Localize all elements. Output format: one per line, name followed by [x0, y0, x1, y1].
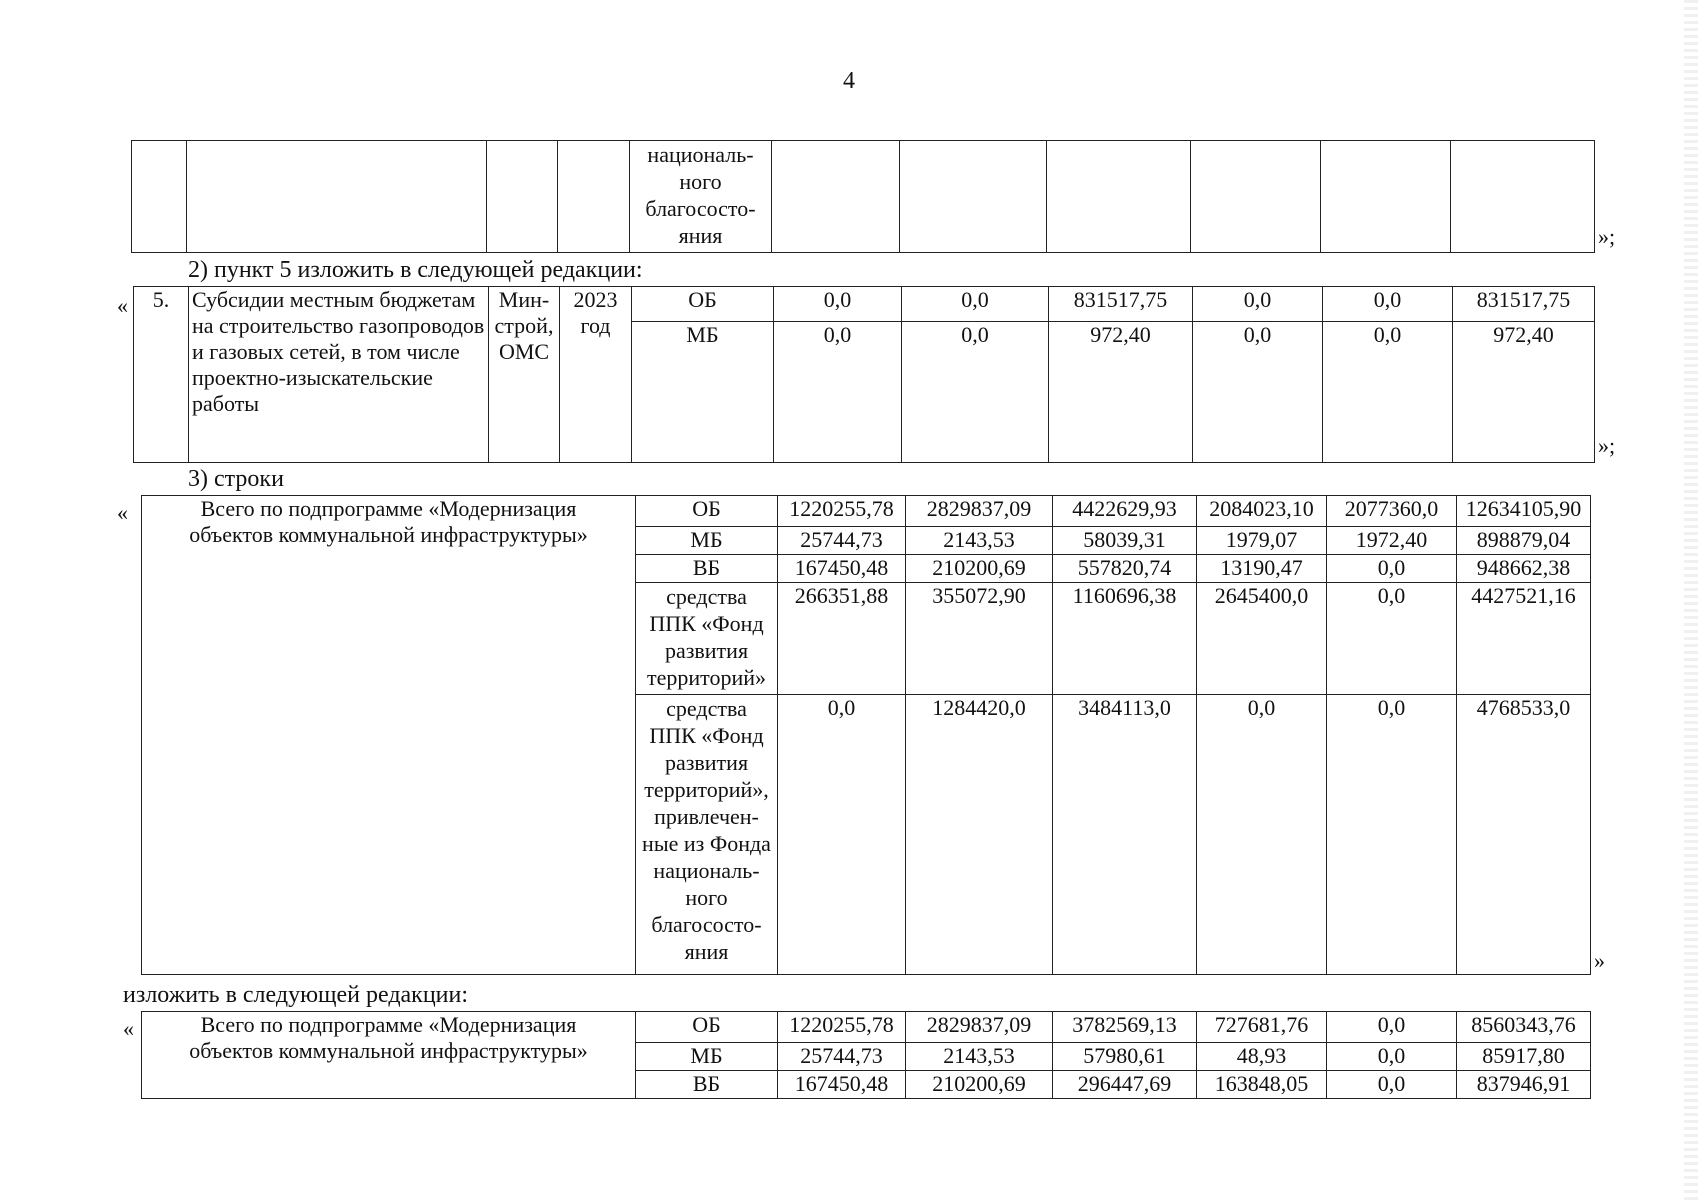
empty-cell	[187, 141, 487, 253]
value-cell: 167450,48	[778, 1071, 906, 1099]
section-heading-3: 3) строки	[188, 466, 284, 492]
item-executor: Мин- строй, ОМС	[489, 287, 560, 463]
value-cell: 25744,73	[778, 1043, 906, 1071]
value-cell: 1284420,0	[906, 695, 1053, 975]
value-cell: 972,40	[1453, 322, 1595, 463]
value-cell: 167450,48	[778, 555, 906, 583]
value-cell: 831517,75	[1049, 287, 1193, 322]
table-fragment	[131, 140, 1595, 253]
funding-source: МБ	[632, 322, 774, 463]
funding-source: ОБ	[632, 287, 774, 322]
empty-cell	[1321, 141, 1451, 253]
page-number: 4	[843, 68, 855, 94]
value-cell: 2829837,09	[906, 1012, 1053, 1043]
value-cell: 837946,91	[1457, 1071, 1591, 1099]
value-cell: 2143,53	[906, 1043, 1053, 1071]
empty-cell	[772, 141, 900, 253]
value-cell: 1979,07	[1197, 527, 1327, 555]
value-cell: 355072,90	[906, 583, 1053, 695]
value-cell: 0,0	[1193, 322, 1323, 463]
value-cell: 8560343,76	[1457, 1012, 1591, 1043]
value-cell: 4768533,0	[1457, 695, 1591, 975]
empty-cell	[1451, 141, 1595, 253]
value-cell: 85917,80	[1457, 1043, 1591, 1071]
value-cell: 557820,74	[1053, 555, 1197, 583]
value-cell: 57980,61	[1053, 1043, 1197, 1071]
value-cell: 210200,69	[906, 555, 1053, 583]
value-cell: 2084023,10	[1197, 496, 1327, 527]
value-cell: 1220255,78	[778, 1012, 906, 1043]
funding-source: МБ	[636, 527, 778, 555]
subprogram-title: Всего по подпрограмме «Модернизация объектов коммунальной инфраструктуры»	[142, 496, 636, 975]
value-cell: 163848,05	[1197, 1071, 1327, 1099]
value-cell: 0,0	[774, 287, 902, 322]
item-year: 2023 год	[560, 287, 632, 463]
closing-quote: »;	[1598, 433, 1616, 458]
value-cell: 4422629,93	[1053, 496, 1197, 527]
item-name: Субсидии местным бюджетам на строительство газопроводов и газовых сетей, в том числе проектно-изыскательские работы	[189, 287, 489, 463]
funding-source: средства ППК «Фонд развития территорий»	[636, 583, 778, 695]
value-cell: 3484113,0	[1053, 695, 1197, 975]
empty-cell	[487, 141, 558, 253]
value-cell: 0,0	[1327, 695, 1457, 975]
funding-source: ВБ	[636, 1071, 778, 1099]
value-cell: 0,0	[1327, 1043, 1457, 1071]
funding-source: средства ППК «Фонд развития территорий», привлечен- ные из Фонда националь- ного благососто- яния	[636, 695, 778, 975]
value-cell: 0,0	[778, 695, 906, 975]
empty-cell	[900, 141, 1047, 253]
empty-cell	[1191, 141, 1321, 253]
value-cell: 948662,38	[1457, 555, 1591, 583]
scan-edge-artifact	[1684, 0, 1698, 1200]
value-cell: 0,0	[902, 322, 1049, 463]
value-cell: 1220255,78	[778, 496, 906, 527]
funding-source: ОБ	[636, 496, 778, 527]
value-cell: 0,0	[1327, 583, 1457, 695]
value-cell: 972,40	[1049, 322, 1193, 463]
funding-source: ОБ	[636, 1012, 778, 1043]
value-cell: 0,0	[1193, 287, 1323, 322]
funding-source-cell: националь- ного благососто- яния	[630, 141, 772, 253]
value-cell: 2143,53	[906, 527, 1053, 555]
value-cell: 2077360,0	[1327, 496, 1457, 527]
old-totals-table	[141, 495, 1591, 975]
value-cell: 1972,40	[1327, 527, 1457, 555]
subprogram-title: Всего по подпрограмме «Модернизация объектов коммунальной инфраструктуры»	[142, 1012, 636, 1099]
opening-quote: «	[123, 1016, 134, 1041]
value-cell: 48,93	[1197, 1043, 1327, 1071]
value-cell: 2829837,09	[906, 496, 1053, 527]
value-cell: 296447,69	[1053, 1071, 1197, 1099]
value-cell: 0,0	[1323, 287, 1453, 322]
section-heading-2: 2) пункт 5 изложить в следующей редакции:	[188, 257, 643, 283]
empty-cell	[558, 141, 630, 253]
section-heading-4: изложить в следующей редакции:	[123, 982, 469, 1008]
value-cell: 25744,73	[778, 527, 906, 555]
value-cell: 0,0	[774, 322, 902, 463]
closing-quote: »;	[1598, 224, 1616, 249]
opening-quote: «	[117, 500, 128, 525]
value-cell: 4427521,16	[1457, 583, 1591, 695]
new-totals-table	[141, 1011, 1591, 1099]
value-cell: 2645400,0	[1197, 583, 1327, 695]
value-cell: 0,0	[1197, 695, 1327, 975]
value-cell: 13190,47	[1197, 555, 1327, 583]
empty-cell	[132, 141, 187, 253]
value-cell: 1160696,38	[1053, 583, 1197, 695]
funding-source: МБ	[636, 1043, 778, 1071]
value-cell: 210200,69	[906, 1071, 1053, 1099]
empty-cell	[1047, 141, 1191, 253]
value-cell: 0,0	[1323, 322, 1453, 463]
closing-quote: »	[1594, 948, 1605, 973]
value-cell: 12634105,90	[1457, 496, 1591, 527]
value-cell: 727681,76	[1197, 1012, 1327, 1043]
funding-source: ВБ	[636, 555, 778, 583]
value-cell: 831517,75	[1453, 287, 1595, 322]
item-5-table	[133, 286, 1595, 463]
value-cell: 58039,31	[1053, 527, 1197, 555]
item-number: 5.	[134, 287, 189, 463]
value-cell: 898879,04	[1457, 527, 1591, 555]
opening-quote: «	[117, 293, 128, 318]
value-cell: 0,0	[902, 287, 1049, 322]
value-cell: 0,0	[1327, 555, 1457, 583]
value-cell: 3782569,13	[1053, 1012, 1197, 1043]
value-cell: 266351,88	[778, 583, 906, 695]
value-cell: 0,0	[1327, 1012, 1457, 1043]
value-cell: 0,0	[1327, 1071, 1457, 1099]
